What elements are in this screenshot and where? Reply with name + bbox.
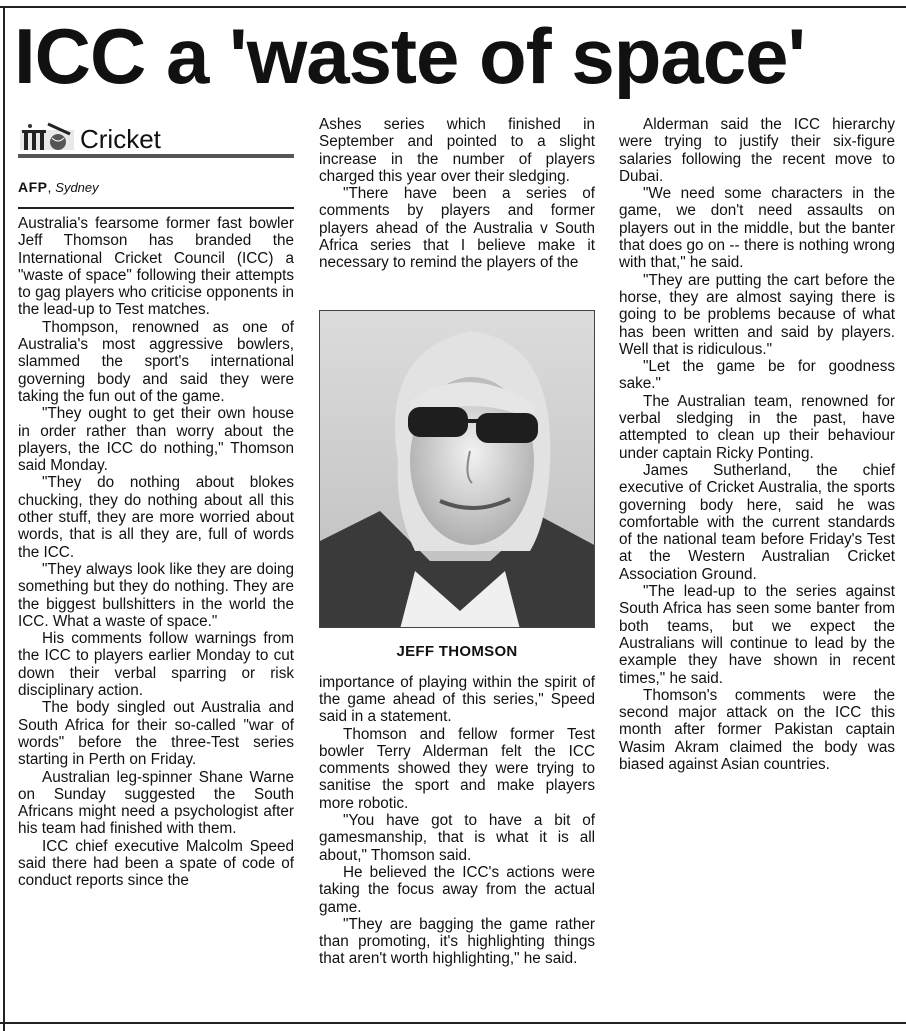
paragraph: "They ought to get their own house in order rather than worry about the players, the ICC do nothing," Thomson said Monday. xyxy=(18,405,294,475)
portrait-photo xyxy=(320,311,595,628)
column-3 xyxy=(619,116,895,773)
paragraph: Thomson's comments were the second major attack on the ICC this month after former Pakistan captain Wasim Akram claimed the body was biased against Asian countries. xyxy=(619,686,895,773)
column-2-bottom xyxy=(319,674,595,968)
bottom-rule xyxy=(0,1022,906,1024)
section-label: Cricket xyxy=(80,124,161,154)
paragraph: "Let the game be for goodness sake." xyxy=(619,358,895,393)
byline-agency: AFP xyxy=(18,179,48,195)
column-2-top xyxy=(319,116,595,272)
byline-city: Sydney xyxy=(55,180,99,195)
paragraph: "They are putting the cart before the horse, they are almost saying there is going to be problems because of what has been written and said by players. Well that is ridiculous." xyxy=(619,271,895,358)
paragraph: Thompson, renowned as one of Australia's most aggressive bowlers, slammed the sport's international governing body and said they were taking the fun out of the game. xyxy=(18,318,294,405)
byline: AFP, Sydney xyxy=(18,179,99,195)
paragraph: "They do nothing about blokes chucking, they do nothing about all this other stuff, they are more worried about words, that is all they are, full of words the ICC. xyxy=(18,474,294,561)
paragraph: Alderman said the ICC hierarchy were trying to justify their six-figure salaries following the recent move to Dubai. xyxy=(619,116,895,185)
paragraph: He believed the ICC's actions were taking the focus away from the actual game. xyxy=(319,863,595,916)
column-2 xyxy=(319,116,595,968)
cricket-bat-ball-icon xyxy=(18,122,76,152)
left-rule xyxy=(3,6,5,1031)
paragraph: "They are bagging the game rather than promoting, it's highlighting things that aren't worth highlighting," he said. xyxy=(319,915,595,968)
paragraph: "There have been a series of comments by players and former players ahead of the Australia v South Africa series that I believe make it necessary to remind the players of the xyxy=(319,185,595,272)
paragraph: "The lead-up to the series against South Africa has seen some banter from both teams, but we expect the Australians will continue to lead by the example they have shown in recent times," he said. xyxy=(619,583,895,687)
paragraph: Australian leg-spinner Shane Warne on Sunday suggested the South Africans might need a psychologist after his team had finished with them. xyxy=(18,768,294,838)
paragraph: Ashes series which finished in September and pointed to a slight increase in the number of players charged this year over their sledging. xyxy=(319,116,595,185)
column-1 xyxy=(18,116,294,890)
headline: ICC a 'waste of space' xyxy=(14,12,806,100)
photo-caption: JEFF THOMSON xyxy=(396,642,518,660)
paragraph: His comments follow warnings from the ICC to players earlier Monday to cut down their verbal sparring or risk disciplinary action. xyxy=(18,630,294,700)
photo xyxy=(319,310,595,628)
paragraph: ICC chief executive Malcolm Speed said there had been a spate of code of conduct reports since the xyxy=(18,837,294,890)
paragraph: James Sutherland, the chief executive of Cricket Australia, the sports governing body here, said he was comfortable with the current standards of the national team before Friday's Test at the Western Australian Cricket Association Ground. xyxy=(619,461,895,583)
paragraph: Thomson and fellow former Test bowler Terry Alderman felt the ICC comments showed they were trying to sanitise the sport and make players more robotic. xyxy=(319,725,595,812)
paragraph: Australia's fearsome former fast bowler Jeff Thomson has branded the International Cricket Council (ICC) a "waste of space" following their attempts to gag players who criticise opponents in the lead-up to Test matches. xyxy=(18,215,294,319)
paragraph: The body singled out Australia and South Africa for their so-called "war of words" before the three-Test series starting in Perth on Friday. xyxy=(18,699,294,769)
paragraph: "We need some characters in the game, we don't need assaults on players out in the middle, but the banter that does go on -- there is nothing wrong with that," he said. xyxy=(619,185,895,272)
paragraph: "You have got to have a bit of gamesmanship, that is what it is all about," Thomson said. xyxy=(319,812,595,864)
byline-rule xyxy=(18,207,294,209)
section-header xyxy=(18,116,294,158)
paragraph: "They always look like they are doing something but they do nothing. They are the biggest bullshitters in the world the ICC. What a waste of space." xyxy=(18,560,294,630)
paragraph: importance of playing within the spirit of the game ahead of this series," Speed said in a statement. xyxy=(319,673,595,726)
paragraph: The Australian team, renowned for verbal sledging in the past, have attempted to clean up their behaviour under captain Ricky Ponting. xyxy=(619,392,895,462)
